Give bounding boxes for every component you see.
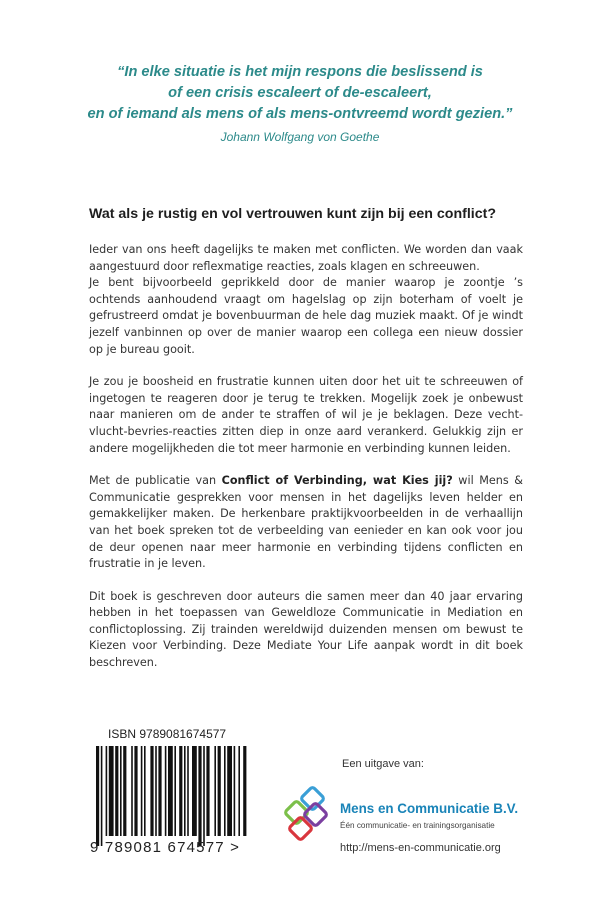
barcode-bar	[218, 746, 221, 836]
quote-line-2: of een crisis escaleert of de-escaleert,	[168, 85, 432, 101]
isbn-label: ISBN 9789081674577	[108, 727, 227, 741]
barcode-bar	[224, 746, 226, 836]
barcode-bar	[184, 746, 186, 836]
barcode-bar	[123, 746, 126, 836]
barcode-bar	[120, 746, 122, 836]
publisher-label: Een uitgave van:	[342, 758, 424, 770]
barcode-bar	[198, 746, 201, 846]
barcode-bar	[165, 746, 167, 836]
quote-block	[40, 62, 560, 144]
barcode-bar	[214, 746, 216, 836]
paragraph-3: Je zou je boosheid en frustratie kunnen uiten door het uit te schreeuwen of ingetogen te reageren door je terug te trekken. Mogelijk zoek je onbewust naar manieren om de ander te straffen of wil je je beklagen. Deze vecht-vlucht-bevries-reacties zitten diep in onze aard verankerd. Gelukkig zijn er andere mogelijkheden die tot meer harmonie en verbinding kunnen leiden.	[89, 375, 523, 455]
quote-line-3: en of iemand als mens of als mens-ontvreemd wordt gezien.”	[87, 106, 513, 122]
barcode-bar	[168, 746, 173, 836]
paragraph-4-intro: Met de publicatie van	[89, 474, 222, 488]
barcode-bar	[187, 746, 189, 836]
barcode-bar	[158, 746, 161, 836]
barcode-bar	[203, 746, 205, 846]
barcode-bar	[141, 746, 143, 836]
barcode-bar	[115, 746, 118, 836]
barcode-bar	[192, 746, 197, 836]
barcode-bar	[106, 746, 108, 836]
paragraph-1: Ieder van ons heeft dagelijks te maken met conflicten. We worden dan vaak aangestuurd door reflexmatige reacties, zoals klagen en schreeuwen.	[89, 243, 523, 273]
barcode-bar	[179, 746, 182, 836]
barcode-bar	[238, 746, 240, 836]
page-heading: Wat als je rustig en vol vertrouwen kunt zijn bij een conflict?	[89, 206, 497, 222]
barcode-bar	[109, 746, 114, 836]
barcode-bar	[150, 746, 153, 836]
barcode-bar	[206, 746, 209, 836]
publisher-logo-icon	[282, 786, 338, 842]
publisher-name: Mens en Communicatie B.V.	[340, 801, 519, 816]
barcode-bar	[234, 746, 236, 836]
publisher-tagline: Één communicatie- en trainingsorganisatie	[340, 821, 495, 830]
barcode-bar	[96, 746, 99, 846]
barcode-digits: 9 789081 674577 >	[90, 839, 241, 856]
paragraph-5: Dit boek is geschreven door auteurs die samen meer dan 40 jaar ervaring hebben in het toepassen van Geweldloze Communicatie in Mediation en conflictoplossing. Zij trainden wereldwijd duizenden mensen om bewust te Kiezen voor Verbinding. Deze Mediate Your Life aanpak wordt in dit boek beschreven.	[89, 589, 523, 670]
barcode-bar	[174, 746, 176, 836]
paragraph-2: Je bent bijvoorbeeld geprikkeld door de manier waarop je zoontje ’s ochtends aanhoudend vraagt om hagelslag op zijn boterham of voelt je gefrustreerd omdat je bovenbuurman de hele dag muziek maakt. Of je windt jezelf vanbinnen op over de manier waarop een collega een nieuw dossier op je bureau gooit.	[89, 276, 523, 356]
book-title-bold: Conflict of Verbinding, wat Kies jij?	[221, 474, 453, 488]
paragraph-4-rest: wil Mens & Communicatie gesprekken voor mensen in het dagelijks leven helder en gemakkelijker maken. De herkenbare praktijkvoorbeelden in de verhaallijn van het boek spreken tot de verbeelding van eenieder en kan ook voor jou de deur openen naar meer harmonie en verbinding tijdens conflicten en frustratie in je leven.	[89, 474, 523, 571]
barcode-bar	[131, 746, 133, 836]
barcode-bar	[155, 746, 157, 836]
quote-line-1: “In elke situatie is het mijn respons die beslissend is	[117, 64, 483, 80]
barcode-bar	[227, 746, 232, 836]
barcode-bar	[144, 746, 146, 836]
barcode-bar	[101, 746, 103, 846]
publisher-url[interactable]: http://mens-en-communicatie.org	[340, 842, 501, 854]
paragraph-4	[89, 473, 523, 573]
barcode-bar	[243, 746, 246, 836]
body-text	[89, 242, 523, 688]
barcode-bar	[134, 746, 137, 836]
quote-author: Johann Wolfgang von Goethe	[220, 130, 380, 144]
